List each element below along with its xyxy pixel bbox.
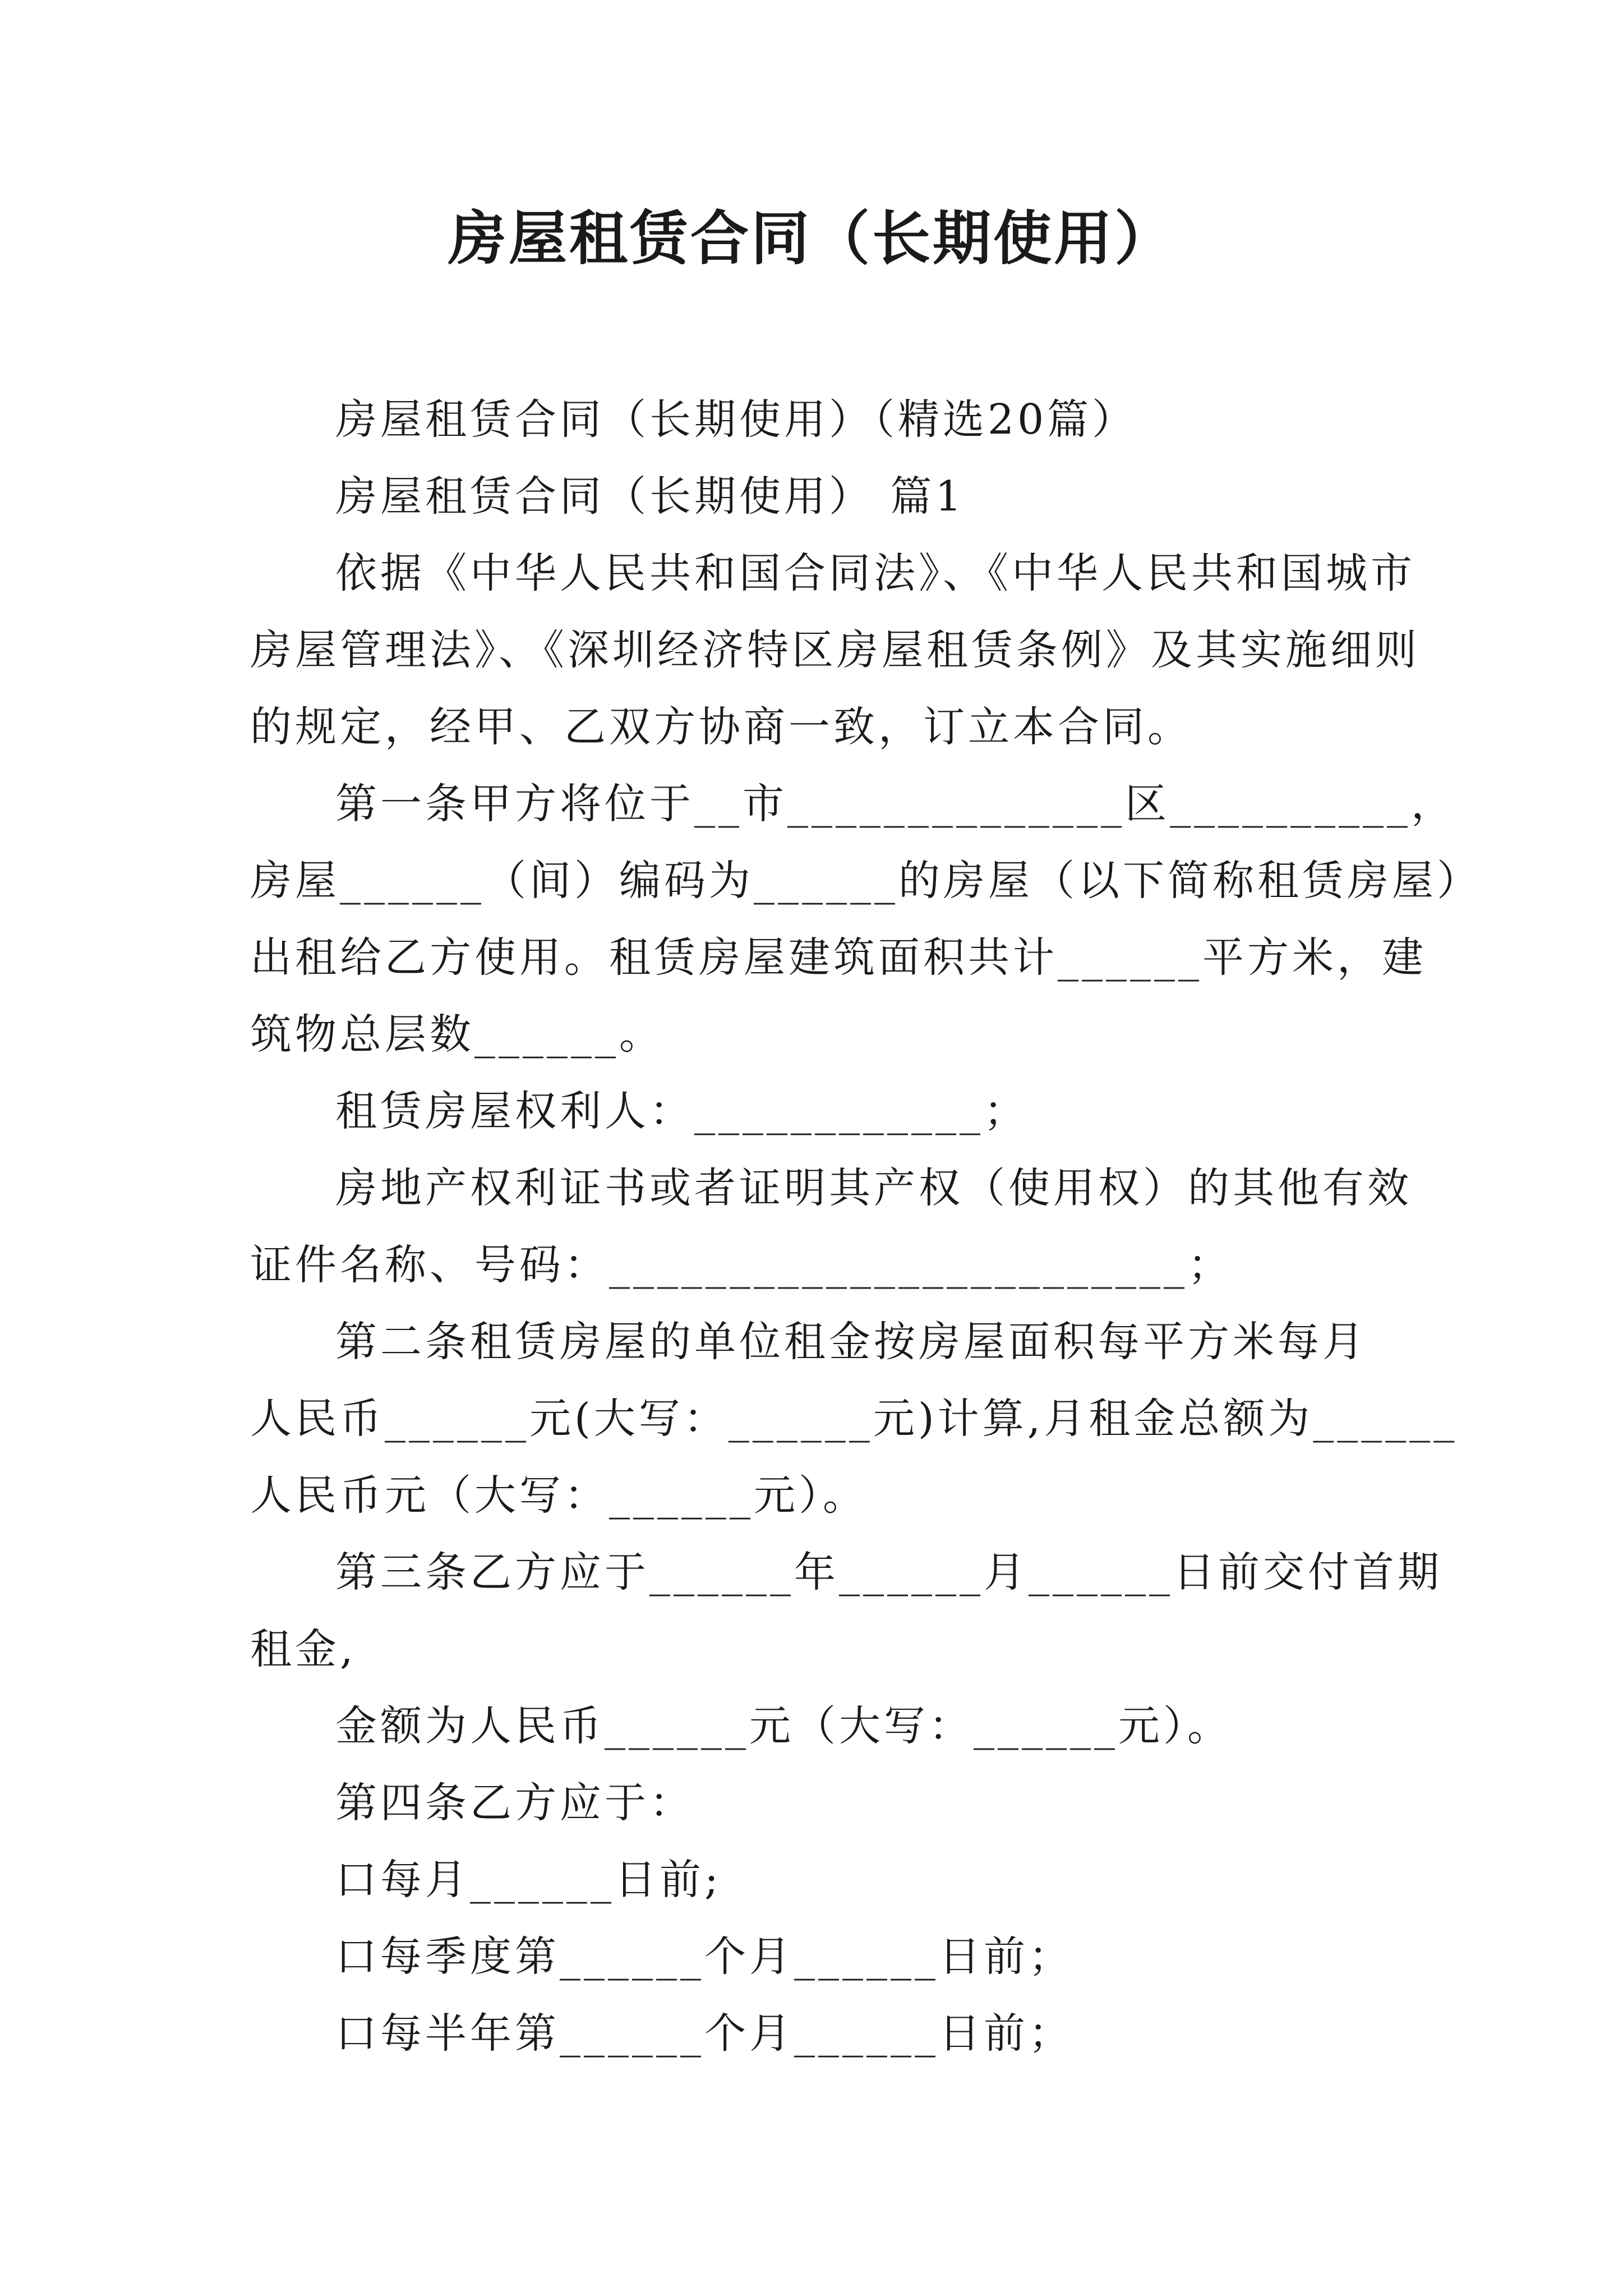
document-line: 房地产权利证书或者证明其产权（使用权）的其他有效: [335, 1164, 1412, 1212]
document-line: 筑物总层数______。: [250, 1010, 664, 1059]
document-line: 租赁房屋权利人：____________；: [335, 1087, 1029, 1135]
document-line: 第三条乙方应于______年______月______日前交付首期: [335, 1548, 1442, 1596]
document-line: 房屋管理法》、《深圳经济特区房屋租赁条例》及其实施细则: [250, 626, 1420, 674]
document-line: 人民币元（大写：______元）。: [250, 1471, 868, 1520]
document-body: [250, 381, 1482, 2072]
document-line: 金额为人民币______元（大写：______元）。: [335, 1702, 1232, 1750]
document-line: 第四条乙方应于：: [335, 1779, 694, 1827]
document-line: 口每月______日前;: [335, 1856, 722, 1904]
document-line: 口每半年第______个月______日前；: [335, 2009, 1073, 2058]
document-line: 依据《中华人民共和国合同法》、《中华人民共和国城市: [335, 549, 1415, 597]
document-line: 第一条甲方将位于__市______________区__________，: [335, 780, 1456, 828]
document-line: 房屋租赁合同（长期使用）（精选20篇）: [335, 395, 1137, 444]
document-line: 房屋______（间）编码为______的房屋（以下简称租赁房屋）: [250, 857, 1482, 905]
document-line: 人民币______元(大写：______元)计算,月租金总额为______: [250, 1395, 1458, 1443]
document-line: 出租给乙方使用。租赁房屋建筑面积共计______平方米，建: [250, 933, 1427, 982]
document-line: 租金,: [250, 1625, 357, 1673]
document-line: 房屋租赁合同（长期使用） 篇1: [335, 472, 965, 521]
document-line: 证件名称、号码：________________________；: [250, 1241, 1233, 1289]
document-line: 的规定，经甲、乙双方协商一致，订立本合同。: [250, 703, 1192, 751]
document-line: 第二条租赁房屋的单位租金按房屋面积每平方米每月: [335, 1318, 1367, 1366]
document-title: 房屋租赁合同（长期使用）: [448, 204, 1175, 273]
document-line: 口每季度第______个月______日前；: [335, 1932, 1073, 1981]
